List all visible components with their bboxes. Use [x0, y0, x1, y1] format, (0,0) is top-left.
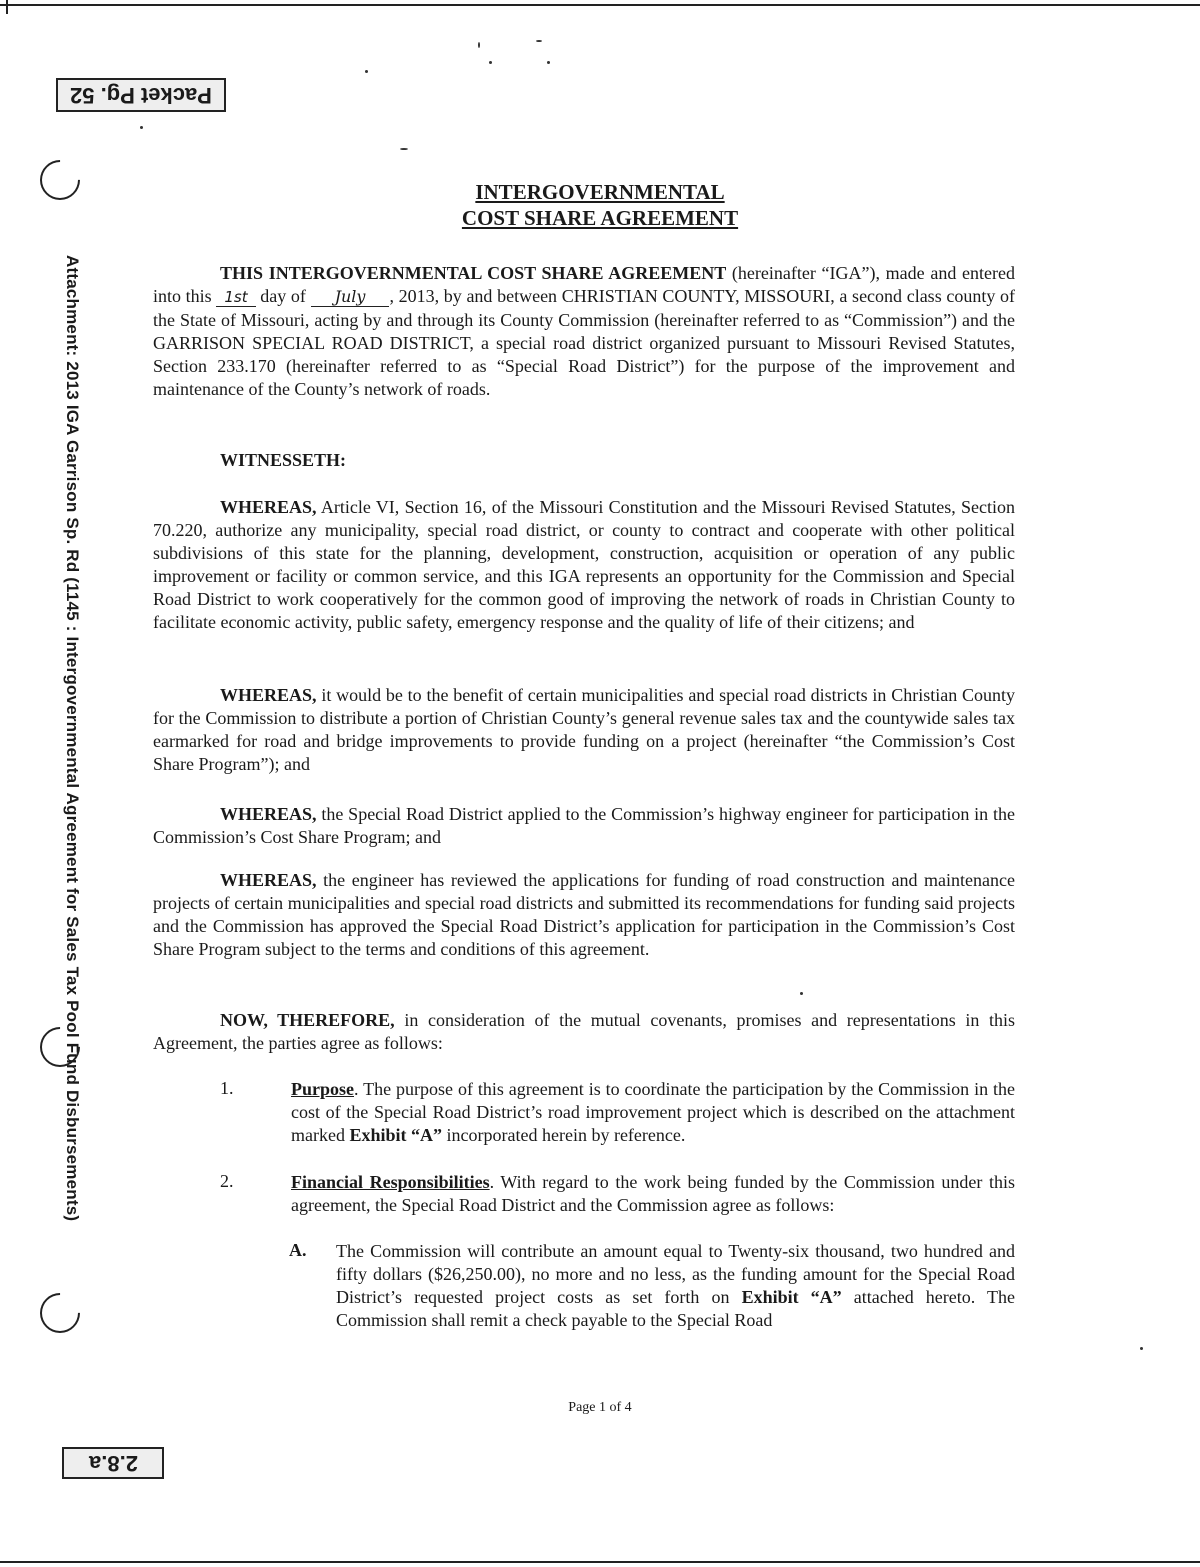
document-title-line-1: INTERGOVERNMENTAL	[475, 180, 725, 204]
punch-hole-icon	[32, 1285, 89, 1342]
top-border-tick	[6, 0, 8, 14]
scan-speck	[400, 148, 408, 150]
intro-text-1: (hereinafter “IGA”), made and entered into this	[153, 263, 1015, 306]
whereas-text: the Special Road District applied to the Commission’s highway engineer for participation in the Commission’s Cost Share Program; and	[153, 804, 1015, 847]
scan-speck	[489, 61, 492, 64]
intro-text-3: , 2013, by and between CHRISTIAN COUNTY, MISSOURI, a second class county of the State of Missouri, acting by and through its County Commission (hereinafter referred to as “Commission”) and the GARRISON SPECIAL ROAD DISTRICT, a special road district organized pursuant to Missouri Revised Statutes, Section 233.170 (hereinafter referred to as “Special Road District”) for the purpose of the improvement and maintenance of the County’s network of roads.	[153, 286, 1016, 399]
item-text: . With regard to the work being funded by the Commission under this agreement, the Special Road District and the Commission agree as follows:	[291, 1172, 1015, 1215]
item-body	[291, 1171, 1015, 1217]
packet-page-stamp	[56, 78, 226, 112]
whereas-paragraph	[153, 869, 1015, 961]
whereas-lead: WHEREAS,	[220, 870, 317, 890]
intro-text-2: day of	[255, 286, 311, 306]
whereas-text: it would be to the benefit of certain municipalities and special road districts in Christian County for the Commission to distribute a portion of Christian County’s general revenue sales tax and the countywide sales tax earmarked for road and bridge improvements to provide funding on a project (hereinafter “the Commission’s Cost Share Program”); and	[153, 685, 1015, 774]
packet-page-label: Packet Pg. 52	[70, 83, 212, 108]
scan-speck	[800, 992, 803, 995]
item-heading: Purpose	[291, 1079, 354, 1099]
item-ref-stamp	[62, 1447, 164, 1479]
whereas-text: Article VI, Section 16, of the Missouri Constitution and the Missouri Revised Statutes, Section 70.220, authorize any municipality, special road district, or county to contract and cooperate with other political subdivisions of this state for the planning, development, construction, acquisition or operation of any public improvement or facility or common service, and this IGA represents an opportunity for the Commission and Special Road District to work cooperatively for the common good of improving the network of roads in Christian County to facilitate economic activity, public safety, emergency response and the quality of life of their citizens; and	[153, 497, 1015, 632]
whereas-paragraph	[153, 496, 1015, 634]
top-border	[0, 4, 1200, 6]
whereas-lead: WHEREAS,	[220, 497, 317, 517]
handwritten-day: 1st	[216, 288, 255, 307]
item-text-end: incorporated herein by reference.	[442, 1125, 686, 1145]
subitem-text: The Commission will contribute an amount equal to Twenty-six thousand, two hundred and fifty dollars ($26,250.00), no more and no less, as the funding amount for the Special Road District’s requested project costs as set forth on	[336, 1241, 1015, 1307]
whereas-lead: WHEREAS,	[220, 685, 317, 705]
item-ref-label: 2.8.a	[88, 1451, 138, 1476]
subitem-label: A.	[289, 1240, 307, 1260]
scan-speck	[547, 61, 550, 64]
subitem-text-end: attached hereto. The Commission shall remit a check payable to the Special Road	[336, 1287, 1016, 1330]
scan-speck	[536, 40, 542, 42]
subitem-exhibit-ref: Exhibit “A”	[741, 1287, 842, 1307]
scan-speck	[140, 126, 143, 129]
attachment-sidebar-label: Attachment: 2013 IGA Garrison Sp. Rd (1145 : Intergovernmental Agreement for Sales Tax Pool Fund Disbursements)	[63, 255, 82, 1222]
whereas-lead: WHEREAS,	[220, 804, 317, 824]
document-title-line-2: COST SHARE AGREEMENT	[461, 206, 739, 230]
item-number: 2.	[220, 1171, 234, 1191]
item-exhibit-ref: Exhibit “A”	[349, 1125, 443, 1145]
whereas-paragraph	[153, 803, 1015, 849]
subitem-body	[336, 1240, 1015, 1332]
item-heading: Financial Responsibilities	[291, 1172, 490, 1192]
now-therefore-text: in consideration of the mutual covenants, promises and representations in this Agreement, the parties agree as follows:	[153, 1010, 1016, 1053]
whereas-text: the engineer has reviewed the applications for funding of road construction and maintenance projects of certain municipalities and special road districts and submitted its recommendations for funding said projects and the Commission has approved the Special Road District’s application for participation in the Commission’s Cost Share Program subject to the terms and conditions of this agreement.	[153, 870, 1015, 959]
now-therefore-paragraph	[153, 1009, 1015, 1055]
item-number: 1.	[220, 1078, 234, 1098]
now-therefore-lead: NOW, THEREFORE,	[220, 1010, 395, 1030]
witnesseth-heading: WITNESSETH:	[220, 450, 347, 470]
page-number: Page 1 of 4	[568, 1400, 632, 1415]
bottom-border	[0, 1561, 1200, 1563]
scan-speck	[478, 42, 480, 48]
scan-speck	[365, 70, 368, 73]
scan-speck	[1140, 1347, 1143, 1350]
intro-paragraph	[153, 262, 1015, 401]
whereas-paragraph	[153, 684, 1015, 776]
item-text: . The purpose of this agreement is to coordinate the participation by the Commission in the cost of the Special Road District’s road improvement project which is described on the attachment marked	[291, 1079, 1015, 1145]
item-body	[291, 1078, 1015, 1147]
handwritten-month: July	[311, 287, 390, 307]
intro-lead: THIS INTERGOVERNMENTAL COST SHARE AGREEMENT	[220, 263, 727, 283]
